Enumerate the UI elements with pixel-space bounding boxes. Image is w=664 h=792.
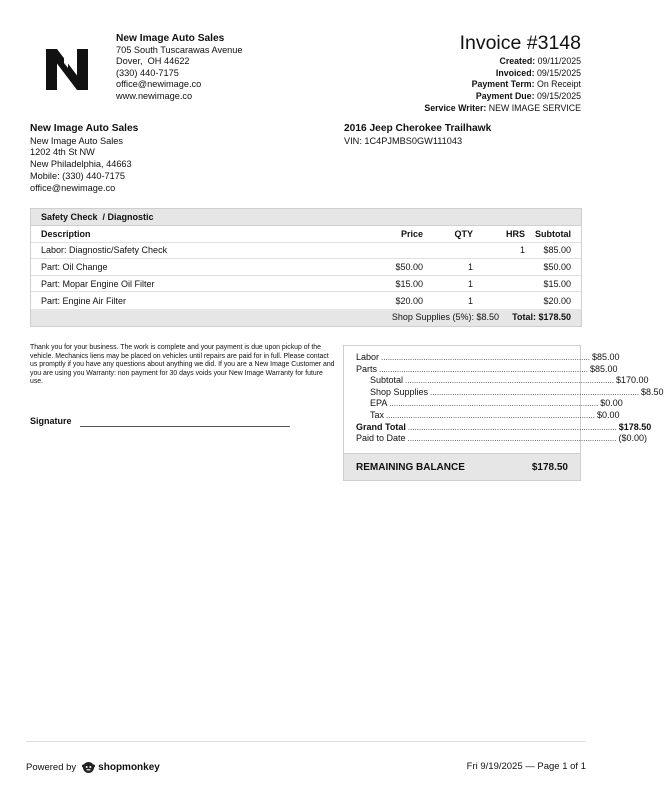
summary-line-labor: Labor .............................................................................................. $85.00 (356, 352, 620, 362)
summary-line-grand-total: Grand Total .............................................................................................. $178.50 (356, 421, 652, 432)
payment-term: On Receipt (536, 79, 581, 90)
shop-address-line1: 705 South Tuscarawas Avenue (116, 44, 243, 55)
row-hrs: 1 (519, 245, 525, 256)
shopmonkey-icon (82, 761, 95, 774)
signature-label: Signature (30, 416, 72, 426)
thank-you-note: Thank you for your business. The work is complete and your payment is due upon pickup of the vehicle. Mechanics liens may be placed on vehicles until repairs are paid for in full. Please contact us promptly if you have any questions about anything we did. If you are a New Image Customer and you are using you Warranty: non payment for 30 days voids your New Image Warranty for future use. (30, 344, 335, 386)
summary-line-tax: Tax .............................................................................................. $0.00 (370, 409, 620, 420)
row-qty: 1 (467, 295, 473, 306)
service-writer-label: Service Writer: (424, 102, 487, 113)
table-row (31, 276, 581, 293)
col-hrs: HRS (505, 228, 525, 239)
row-qty: 1 (467, 261, 473, 272)
page-info: Fri 9/19/2025 — Page 1 of 1 (466, 761, 586, 772)
shop-info (116, 33, 243, 103)
col-qty: QTY (454, 228, 473, 239)
col-subtotal: Subtotal (535, 228, 571, 239)
ni-logo-icon (42, 44, 92, 94)
summary-line-paid-to-date: Paid to Date .............................................................................................. ($0.00) (356, 433, 647, 444)
row-description: Part: Mopar Engine Oil Filter (41, 278, 155, 289)
vehicle-info (344, 123, 491, 147)
payment-due: 09/15/2025 (536, 91, 581, 102)
shop-address-line2: Dover, OH 44622 (116, 56, 190, 67)
customer-info (30, 123, 138, 194)
remaining-balance-value: $178.50 (531, 461, 568, 473)
shopmonkey-brand: shopmonkey (98, 762, 160, 773)
job-name: Safety Check / Diagnostic (31, 209, 581, 226)
created-date: 09/11/2025 (537, 56, 581, 66)
footer-divider (26, 741, 586, 742)
table-header-row (31, 226, 581, 243)
row-price: $50.00 (395, 261, 423, 272)
col-description: Description (41, 228, 91, 239)
invoiced-date: 09/15/2025 (536, 67, 581, 78)
powered-by (26, 761, 160, 774)
payment-term-label: Payment Term: (471, 79, 535, 90)
invoice-meta (424, 56, 581, 115)
row-description: Part: Oil Change (41, 261, 108, 272)
table-row (31, 259, 581, 276)
row-price: $20.00 (395, 295, 423, 306)
summary-line-subtotal: Subtotal .............................................................................................. $170.00 (370, 375, 649, 386)
invoice-title: Invoice #3148 (459, 32, 581, 54)
vehicle-vin: VIN: 1C4PJMBS0GW111043 (344, 135, 463, 146)
col-price: Price (400, 228, 423, 239)
row-qty: 1 (467, 278, 473, 289)
row-price: $15.00 (395, 278, 423, 289)
row-subtotal: $85.00 (543, 245, 571, 256)
powered-by-label: Powered by (26, 762, 77, 773)
created-label: Created: (499, 56, 536, 66)
job-footer (31, 309, 581, 326)
shop-phone: (330) 440-7175 (116, 67, 179, 78)
summary-line-parts: Parts .............................................................................................. $85.00 (356, 363, 618, 374)
row-subtotal: $20.00 (543, 295, 571, 306)
customer-email: office@newimage.co (30, 182, 116, 193)
vehicle-title: 2016 Jeep Cherokee Trailhawk (344, 123, 492, 134)
invoiced-label: Invoiced: (495, 67, 535, 78)
summary-line-epa: EPA .............................................................................................. $0.00 (370, 398, 623, 409)
customer-mobile: Mobile: (330) 440-7175 (30, 170, 125, 181)
customer-title: New Image Auto Sales (30, 123, 139, 134)
service-writer: NEW IMAGE SERVICE (488, 102, 581, 113)
summary-line-shop-supplies: Shop Supplies .............................................................................................. $8.50 (370, 386, 664, 397)
customer-street: 1202 4th St NW (30, 147, 95, 158)
row-subtotal: $15.00 (543, 278, 571, 289)
job-total: Total: $178.50 (512, 312, 571, 323)
row-subtotal: $50.00 (543, 261, 571, 272)
remaining-balance (344, 453, 580, 480)
shop-email: office@newimage.co (116, 79, 202, 90)
customer-name: New Image Auto Sales (30, 135, 123, 146)
shop-website: www.newimage.co (116, 90, 193, 101)
table-row (31, 292, 581, 309)
payment-due-label: Payment Due: (475, 91, 535, 102)
job-table (30, 208, 582, 327)
shop-supplies: Shop Supplies (5%): $8.50 (391, 312, 499, 323)
signature-line (80, 426, 290, 427)
row-description: Part: Engine Air Filter (41, 295, 127, 306)
shopmonkey-logo (82, 761, 160, 774)
table-row (31, 243, 581, 260)
shop-name: New Image Auto Sales (116, 33, 225, 44)
remaining-balance-label: REMAINING BALANCE (356, 461, 465, 473)
customer-city: New Philadelphia, 44663 (30, 159, 132, 170)
totals-summary (343, 345, 664, 481)
row-description: Labor: Diagnostic/Safety Check (41, 245, 168, 256)
